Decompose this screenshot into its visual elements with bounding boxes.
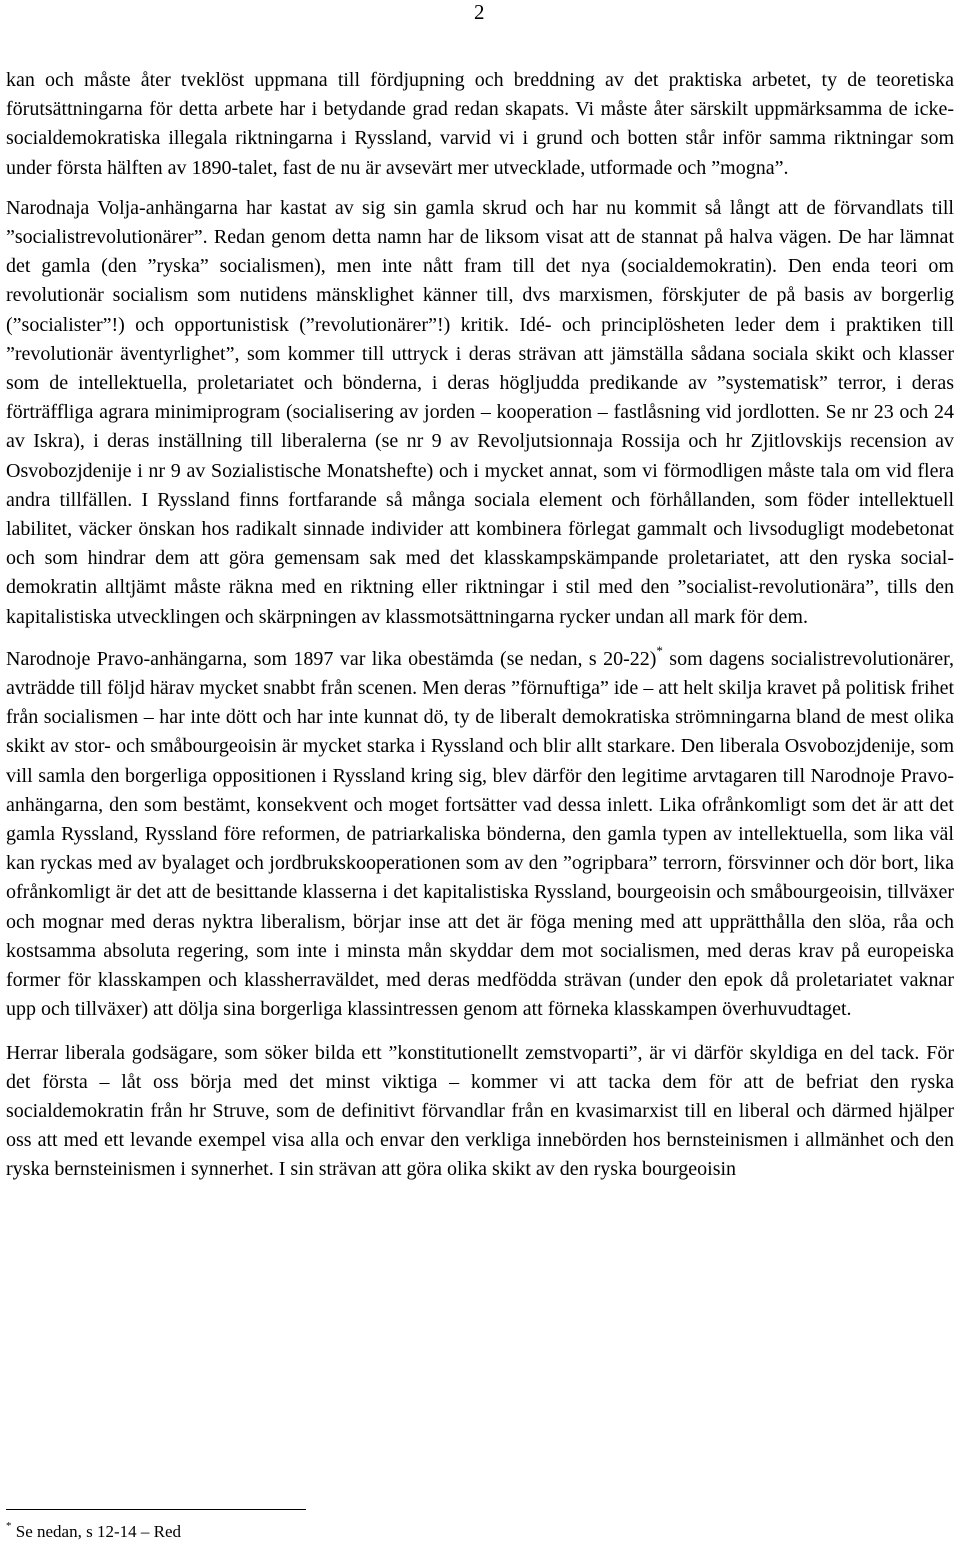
footnote-mark: * xyxy=(6,1520,12,1533)
paragraph: Herrar liberala godsägare, som söker bilda ett ”konstitutionellt zemstvoparti”, är vi därför skyldiga en del tack. För det första – låt oss börja med det minst viktiga – kommer vi att tacka dem för att de befriat den ryska socialdemokratin från hr Struve, som de definitivt förvandlar från en kvasimarxist till en liberal och därmed hjälper oss att med ett levande exempel visa alla och envar den verkliga innebörden hos bernsteinismen i allmänhet och den ryska bernsteinismen i synnerhet. I sin strävan att göra olika skikt av den ryska bourgeoisin xyxy=(6,1041,954,1181)
paragraph-text: som dagens socialistrevolutionärer, avträdde till följd härav mycket snabbt från scenen. Men deras ”förnuftiga” ide – att helt skilja kravet på politisk frihet från socialismen – har inte dött och har inte kunnat dö, ty de liberalt demokratiska strömningarna bland de mest olika skikt av stor- och småbourgeoisin är mycket starka i Ryssland och blir allt starkare. Den liberala Osvobozjdenije, som vill samla den borgerliga oppositionen i Ryssland kring sig, blev därför den legitime arvtagaren till Narodnoje Pravo-anhängarna, den som bestämt, konsekvent och moget fortsätter vad dessa inlett. Lika ofrånkomligt som det är att det gamla Ryssland, Ryssland före reformen, de patriarkaliska bönderna, den gamla typen av intellektuella, som lika väl kan ryckas med av byalaget och jordbrukskooperationen som av den ”ogripbara” terrorn, försvinner och dör bort, lika ofrånkomligt är det att de besittande klasserna i det kapitalistiska Ryssland, bourgeoisin och småbourgeoisin, tillväxer och mognar med deras nyktra liberalism, börjar inse att det är föga mening med att upprätthålla den slöa, råa och kostsamma absoluta regering, som inte i minsta mån skyddar dem mot socialismen, med deras krav på europeiska former för klasskampen och klassherraväldet, med deras medfödda strävan (under den epok då proletariatet vaknar upp och tillväxer) att dölja sina borgerliga klassintressen genom att förneka klasskampen överhuvudtaget. xyxy=(6,647,954,1021)
paragraph: kan och måste åter tveklöst uppmana till fördjupning och breddning av det praktiska arbetet, ty de teoretiska förutsättningarna för detta arbete har i betydande grad redan skapats. Vi måste åter särskilt uppmärksamma de icke-socialdemokratiska illegala riktningarna i Ryssland, varvid vi i grund och botten står inför samma riktningar som under första hälften av 1890-talet, fast de nu är avsevärt mer utvecklade, utformade och ”mogna”. xyxy=(6,69,954,179)
footnote-separator xyxy=(6,1509,306,1510)
paragraph-text: Narodnoje Pravo-anhängarna, som 1897 var lika obestämda (se nedan, s 20-22) xyxy=(6,647,657,670)
body-text xyxy=(6,66,954,1196)
paragraph xyxy=(6,645,954,1025)
footnote-text: Se nedan, s 12-14 – Red xyxy=(11,1522,182,1541)
page-number: 2 xyxy=(474,0,485,24)
footnote xyxy=(6,1521,181,1543)
footnote-reference: * xyxy=(656,643,663,659)
paragraph: Narodnaja Volja-anhängarna har kastat av sig sin gamla skrud och har nu kommit så långt att de förvandlats till ”socialistrevolutionärer”. Redan genom detta namn har de liksom visat att de stannat på halva vägen. De har lämnat det gamla (den ”ryska” socialismen), men inte nått fram till det nya (socialdemokratin). Den enda teori om revolutionär socialism som nutidens mänsklighet känner till, dvs marxismen, förskjuter de på basis av borgerlig (”socialister”!) och opportunistisk (”revolutionärer”!) kritik. Idé- och principlösheten leder dem i praktiken till ”revolutionär äventyrlighet”, som kommer till uttryck i deras strävan att jämställa sådana sociala skikt och klasser som de intellektuella, proletariatet och bönderna, i deras högljudda predikande av ”systematisk” terror, i deras förträffliga agrara minimiprogram (socialisering av jorden – kooperation – fastlåsning vid jordlotten. Se nr 23 och 24 av Iskra), i deras inställning till liberalerna (se nr 9 av Revoljutsionnaja Rossija och hr Zjitlovskijs recension av Osvobozjdenije i nr 9 av Sozialistische Monatshefte) och i mycket annat, som vi förmodligen måste tala om vid flera andra tillfällen. I Ryssland finns fortfarande så många sociala element och förhållanden, som föder intellektuell labilitet, väcker önskan hos radikalt sinnade individer att kombinera förlegat gammalt och livsodugligt modebetonat och som hindrar dem att göra gemensam sak med det klasskampskämpande proletariatet, att den ryska social-demokratin alltjämt måste räkna med en riktning eller riktningar i stil med den ”socialist-revolutionära”, tills den kapitalistiska utvecklingen och skärpningen av klassmotsättningarna rycker undan all mark för dem. xyxy=(6,196,954,628)
